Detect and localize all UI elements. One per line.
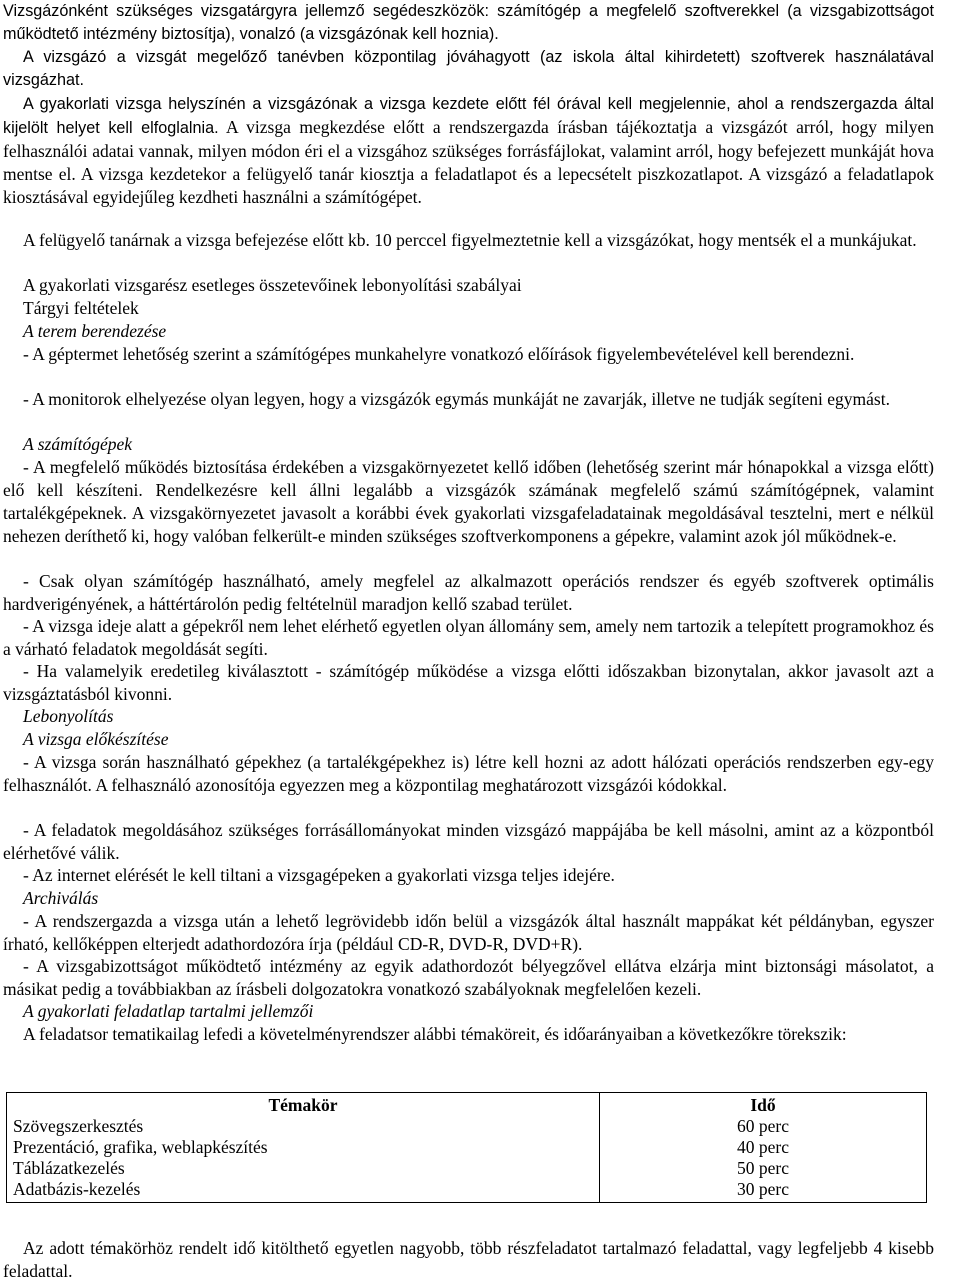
table-cell-time: 60 perc bbox=[737, 1116, 789, 1136]
preparation-rule-2: - A feladatok megoldásához szükséges forrásállományokat minden vizsgázó mappájába be kell másolni, amint az a központból elérhetővé válik. bbox=[3, 820, 934, 863]
table-cell-topic: Adatbázis-kezelés bbox=[13, 1179, 141, 1199]
table-header-topic: Témakör bbox=[268, 1095, 338, 1115]
intro-paragraph-arrival bbox=[3, 92, 934, 209]
section-heading-conditions: Tárgyi feltételek bbox=[23, 298, 139, 318]
briefing-sentences: A vizsga megkezdése előtt a rendszergazda írásban tájékoztatja a vizsgázót arról, hogy milyen felhasználói adatai vannak, milyen módon éri el a vizsgához szükséges forrásfájlokat, valamint arról, hogy befejezett munkáját hova mentse el. A vizsga kezdetekor a felügyelő tanár kiosztja a feladatlapot és a lepecsételt piszkozatlapot. A vizsgázó a feladatlapok kiosztásával egyidejűleg kezdheti használni a számítógépet. bbox=[3, 116, 934, 207]
table-cell-topic: Táblázatkezelés bbox=[13, 1158, 125, 1178]
table-cell-topic: Szövegszerkesztés bbox=[13, 1116, 144, 1136]
room-rule-2: - A monitorok elhelyezése olyan legyen, hogy a vizsgázók egymás munkáját ne zavarják, illetve ne tudják segíteni egymást. bbox=[23, 389, 890, 409]
preparation-rule-3: - Az internet elérését le kell tiltani a vizsgagépeken a gyakorlati vizsga teljes idejére. bbox=[23, 865, 615, 885]
table-row bbox=[7, 1093, 927, 1203]
task-content-text: A feladatsor tematikailag lefedi a követelményrendszer alábbi témaköreit, és időarányaiban a következőkre törekszik: bbox=[23, 1024, 847, 1044]
topic-time-table bbox=[6, 1092, 927, 1203]
subheading-preparation: A vizsga előkészítése bbox=[23, 729, 169, 749]
subheading-room: A terem berendezése bbox=[23, 321, 167, 341]
computers-rule-3: - A vizsga ideje alatt a gépekről nem lehet elérhető egyetlen olyan állomány sem, amely nem tartozik a telepített programokhoz és a várható feladatok megoldását segíti. bbox=[3, 616, 934, 659]
table-cell-time: 50 perc bbox=[737, 1158, 789, 1178]
room-rule-1: - A géptermet lehetőség szerint a számítógépes munkahelyre vonatkozó előírások figyelembevételével kell berendezni. bbox=[23, 344, 855, 364]
subheading-task-content: A gyakorlati feladatlap tartalmi jellemzői bbox=[23, 1001, 314, 1021]
table-header-time: Idő bbox=[750, 1095, 776, 1115]
section-heading-rules: A gyakorlati vizsgarész esetleges összetevőinek lebonyolítási szabályai bbox=[23, 275, 522, 295]
archiving-rule-1: - A rendszergazda a vizsga után a lehető legrövidebb időn belül a vizsgázók által használt mappákat két példányban, egyszer írható, kellőképpen elterjedt adathordozóra írja (például CD-R, DVD-R, DVD+R). bbox=[3, 911, 934, 954]
table-cell-time: 30 perc bbox=[737, 1179, 789, 1199]
preparation-rule-1: - A vizsga során használható gépekhez (a tartalékgépekhez is) létre kell hozni az adott hálózati operációs rendszerben egy-egy felhasználót. A felhasználó azonosítója egyezzen meg a központilag meghatározott vizsgázói kódokkal. bbox=[3, 752, 934, 795]
computers-rule-4: - Ha valamelyik eredetileg kiválasztott - számítógép működése a vizsga előtti időszakban bizonytalan, akkor javasolt azt a vizsgáztatásból kivonni. bbox=[3, 661, 934, 704]
subheading-archiving: Archiválás bbox=[23, 888, 99, 908]
table-cell-time: 40 perc bbox=[737, 1137, 789, 1157]
time-column bbox=[600, 1093, 927, 1203]
arrival-sentence: A gyakorlati vizsga helyszínén a vizsgázónak a vizsga kezdete előtt fél órával kell megjelennie, ahol a rendszergazda által kijelölt helyet kell elfoglalnia. bbox=[3, 95, 934, 137]
closing-paragraph: Az adott témakörhöz rendelt idő kitölthető egyetlen nagyobb, több részfeladatot tartalmazó feladattal, vagy legfeljebb 4 kisebb feladattal. bbox=[3, 1238, 934, 1281]
subheading-computers: A számítógépek bbox=[23, 434, 133, 454]
computers-rule-1: - A megfelelő működés biztosítása érdekében a vizsgakörnyezetet kellő időben (lehetőség szerint már hónapokkal a vizsga előtt) elő kell készíteni. Rendelkezésre kell állni legalább a vizsgázók számának megfelelő számú számítógépnek, valamint tartalékgépeknek. A vizsgakörnyezetet javasolt a korábbi évek gyakorlati vizsgafeladatainak megoldásával tesztelni, mert e nélkül nehezen deríthető ki, hogy valóban felkerült-e minden szükséges szoftverkomponens a gépekre, valamint azok jól működnek-e. bbox=[3, 457, 934, 546]
intro-paragraph-tools: Vizsgázónként szükséges vizsgatárgyra jellemző segédeszközök: számítógép a megfelelő szoftverekkel (a vizsgabizottságot működtető intézmény biztosítja), vonalzó (a vizsgázónak kell hoznia). bbox=[3, 2, 934, 43]
intro-paragraph-warning: A felügyelő tanárnak a vizsga befejezése előtt kb. 10 perccel figyelmeztetnie kell a vizsgázókat, hogy mentsék el a munkájukat. bbox=[23, 230, 917, 250]
table-cell-topic: Prezentáció, grafika, weblapkészítés bbox=[13, 1137, 268, 1157]
topic-column bbox=[7, 1093, 600, 1203]
computers-rule-2: - Csak olyan számítógép használható, amely megfelel az alkalmazott operációs rendszer és egyéb szoftverek optimális hardverigényének, a háttértárolón pedig feltételnül maradjon kellő szabad terület. bbox=[3, 571, 934, 614]
subheading-conduct: Lebonyolítás bbox=[23, 706, 114, 726]
intro-paragraph-software: A vizsgázó a vizsgát megelőző tanévben központilag jóváhagyott (az iskola által kihirdetett) szoftverek használatával vizsgázhat. bbox=[3, 48, 934, 89]
archiving-rule-2: - A vizsgabizottságot működtető intézmény az egyik adathordozót bélyegzővel ellátva elzárja mint biztonsági másolatot, a másikat pedig a továbbiakban az írásbeli dolgozatokra vonatkozó szabályoknak megfelelően kezeli. bbox=[3, 956, 934, 999]
